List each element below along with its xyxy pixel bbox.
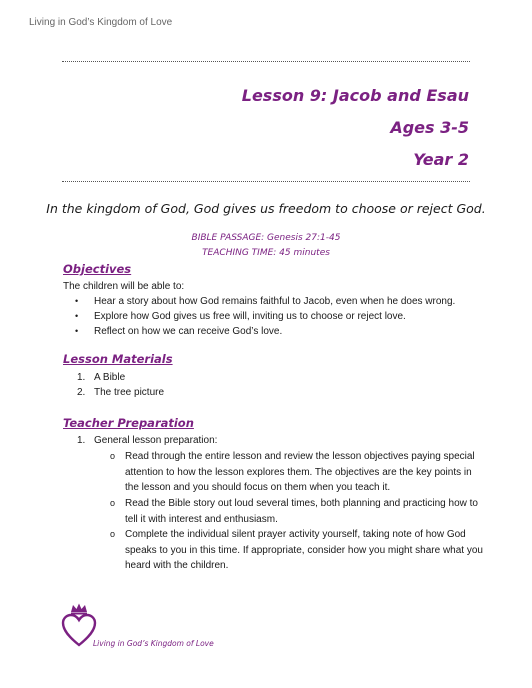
- subitem-line: tell it with interest and enthusiasm.: [125, 513, 278, 525]
- objectives-intro: The children will be able to:: [63, 281, 185, 292]
- bullet-icon: •: [75, 326, 79, 336]
- footer-title: Living in God’s Kingdom of Love: [93, 639, 214, 648]
- material-text: A Bible: [94, 372, 126, 383]
- subitem-line: Complete the individual silent prayer activity yourself, taking note of how God: [125, 529, 466, 540]
- circle-bullet-icon: o: [110, 498, 116, 508]
- subitem-line: speaks to you in this time. If appropriate, consider how you might share what you: [125, 544, 483, 556]
- list-number: 1.: [77, 435, 86, 446]
- title-divider: [62, 181, 470, 182]
- objective-text: Explore how God gives us free will, inviting us to choose or reject love.: [94, 311, 406, 322]
- material-text: The tree picture: [94, 387, 165, 398]
- subitem-line: heard with the children.: [125, 560, 229, 571]
- preparation-heading: Teacher Preparation: [63, 416, 194, 430]
- preparation-text: General lesson preparation:: [94, 435, 218, 446]
- objective-text: Reflect on how we can receive God’s love.: [94, 326, 283, 337]
- teaching-time: TEACHING TIME: 45 minutes: [202, 248, 330, 258]
- lesson-year: Year 2: [413, 150, 469, 169]
- lesson-ages: Ages 3-5: [390, 118, 469, 137]
- objective-text: Hear a story about how God remains faithful to Jacob, even when he does wrong.: [94, 296, 456, 307]
- bullet-icon: •: [75, 296, 79, 306]
- lesson-theme: In the kingdom of God, God gives us freedom to choose or reject God.: [46, 201, 486, 216]
- top-divider: [62, 61, 470, 62]
- lesson-title: Lesson 9: Jacob and Esau: [241, 86, 469, 105]
- circle-bullet-icon: o: [110, 529, 116, 539]
- list-number: 1.: [77, 372, 86, 383]
- running-header: Living in God’s Kingdom of Love: [29, 17, 173, 28]
- subitem-line: Read through the entire lesson and review the lesson objectives paying special: [125, 451, 475, 462]
- bible-passage: BIBLE PASSAGE: Genesis 27:1-45: [191, 233, 341, 243]
- objectives-heading: Objectives: [63, 262, 132, 276]
- subitem-line: attention to how the lesson explores them. The objectives are the key points in: [125, 466, 472, 478]
- crown-heart-logo-icon: [61, 602, 97, 652]
- materials-heading: Lesson Materials: [63, 352, 173, 366]
- subitem-line: the lesson and you should focus on them when you teach it.: [125, 482, 391, 493]
- list-number: 2.: [77, 387, 86, 398]
- circle-bullet-icon: o: [110, 451, 116, 461]
- bullet-icon: •: [75, 311, 79, 321]
- subitem-line: Read the Bible story out loud several times, both planning and practicing how to: [125, 498, 478, 509]
